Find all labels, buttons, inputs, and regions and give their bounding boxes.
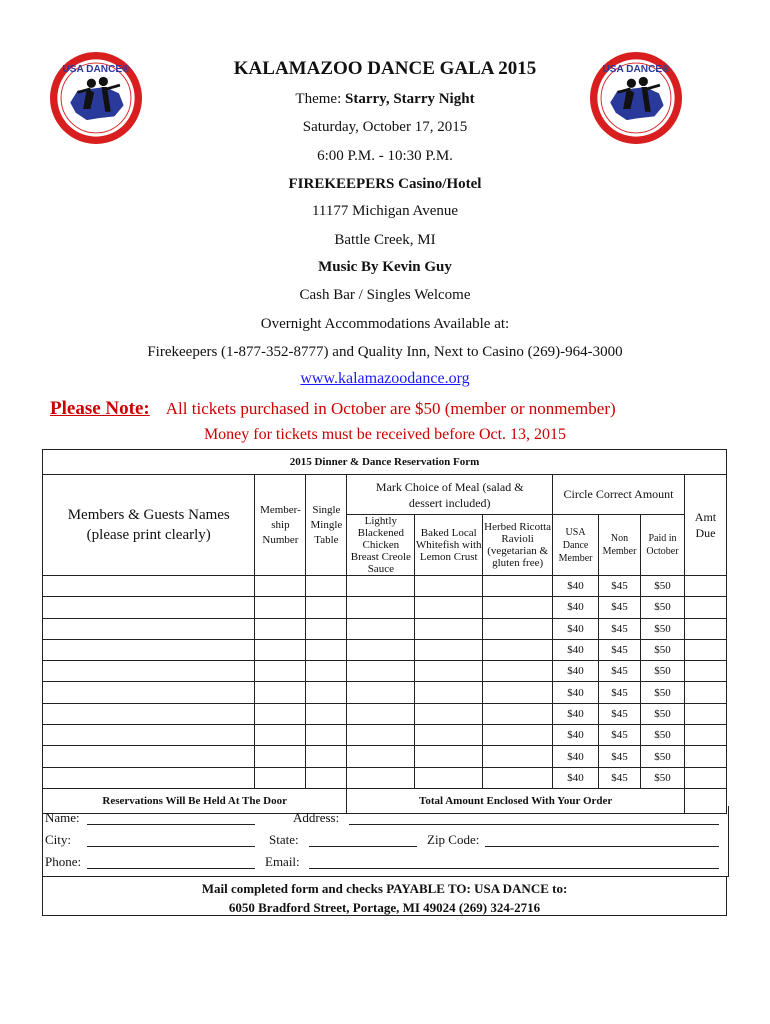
price-member[interactable]: $40 [553,767,599,788]
event-time: 6:00 P.M. - 10:30 P.M. [317,148,453,164]
price-member[interactable]: $40 [553,746,599,767]
reservation-row [43,767,727,788]
reservation-row [43,639,727,660]
guest-name-cell[interactable] [43,682,255,703]
meal-ravioli-header: Herbed Ricotta Ravioli (vegetarian & gluten free) [483,515,553,576]
single-mingle-cell[interactable] [306,725,347,746]
price-nonmember[interactable]: $45 [599,661,641,682]
single-mingle-cell[interactable] [306,746,347,767]
venue-name: FIREKEEPERS Casino/Hotel [288,176,482,192]
amount-due-cell[interactable] [684,639,726,660]
reservation-row [43,618,727,639]
guest-name-cell[interactable] [43,576,255,597]
meal-ravioli-cell[interactable] [483,618,553,639]
price-member[interactable]: $40 [553,639,599,660]
website-link[interactable]: www.kalamazoodance.org [300,370,470,387]
meal-ravioli-cell[interactable] [483,682,553,703]
notice-row [50,398,730,420]
please-note-label: Please Note: [50,398,150,419]
meal-whitefish-cell[interactable] [415,703,483,724]
meal-chicken-cell[interactable] [347,703,415,724]
address-label: Address: [293,810,340,825]
mail-line-1: Mail completed form and checks PAYABLE TO: USA DANCE to: [201,881,568,896]
held-at-door-note: Reservations Will Be Held At The Door [43,788,347,813]
price-member[interactable]: $40 [553,725,599,746]
meal-ravioli-cell[interactable] [483,639,553,660]
meal-whitefish-cell[interactable] [415,746,483,767]
guest-name-cell[interactable] [43,639,255,660]
state-field[interactable] [309,846,417,847]
event-date: Saturday, October 17, 2015 [302,119,468,135]
membership-number-cell[interactable] [255,618,306,639]
price-october[interactable]: $50 [641,661,685,682]
theme-value: Starry, Starry Night [345,91,475,107]
meal-ravioli-cell[interactable] [483,746,553,767]
reservation-row [43,682,727,703]
meal-ravioli-cell[interactable] [483,661,553,682]
guest-name-cell[interactable] [43,597,255,618]
meal-chicken-cell[interactable] [347,618,415,639]
reservation-row [43,597,727,618]
price-member[interactable]: $40 [553,576,599,597]
usa-member-col-header: USA Dance Member [553,515,599,576]
meal-whitefish-cell[interactable] [415,618,483,639]
hotels-line: Firekeepers (1-877-352-8777) and Quality Inn, Next to Casino (269)-964-3000 [147,344,623,360]
amount-due-cell[interactable] [684,746,726,767]
meal-chicken-header: Lightly Blackened Chicken Breast Creole Sauce [347,515,415,576]
single-mingle-cell[interactable] [306,597,347,618]
meal-chicken-cell[interactable] [347,597,415,618]
city-label: City: [45,832,72,847]
non-member-col-header: Non Member [599,515,641,576]
guest-name-cell[interactable] [43,703,255,724]
price-nonmember[interactable]: $45 [599,703,641,724]
mail-instructions [42,876,727,916]
meal-chicken-cell[interactable] [347,746,415,767]
theme-line [0,91,770,108]
phone-field[interactable] [87,868,255,869]
email-field[interactable] [309,868,719,869]
meal-choice-header: Mark Choice of Meal (salad & dessert included) [347,475,553,515]
zip-label: Zip Code: [427,832,480,847]
membership-number-cell[interactable] [255,661,306,682]
meal-ravioli-cell[interactable] [483,703,553,724]
price-october[interactable]: $50 [641,746,685,767]
event-title: KALAMAZOO DANCE GALA 2015 [233,58,537,79]
amt-due-header: Amt Due [684,475,726,576]
guest-name-cell[interactable] [43,767,255,788]
meal-ravioli-cell[interactable] [483,576,553,597]
paid-october-col-header: Paid in October [641,515,685,576]
membership-number-cell[interactable] [255,703,306,724]
membership-number-cell[interactable] [255,725,306,746]
single-mingle-cell[interactable] [306,682,347,703]
membership-number-cell[interactable] [255,639,306,660]
total-enclosed-label: Total Amount Enclosed With Your Order [347,788,685,813]
single-mingle-header: Single Mingle Table [306,475,347,576]
amount-due-cell[interactable] [684,576,726,597]
amount-due-cell[interactable] [684,703,726,724]
reservation-row [43,725,727,746]
membership-number-cell[interactable] [255,576,306,597]
meal-chicken-cell[interactable] [347,682,415,703]
price-october[interactable]: $50 [641,767,685,788]
reservation-form-table [42,449,727,814]
mail-line-2: 6050 Bradford Street, Portage, MI 49024 (269) 324-2716 [228,900,541,915]
meal-ravioli-cell[interactable] [483,767,553,788]
contact-section [42,806,729,877]
meal-whitefish-cell[interactable] [415,639,483,660]
amount-due-cell[interactable] [684,682,726,703]
guest-name-cell[interactable] [43,746,255,767]
meal-whitefish-cell[interactable] [415,682,483,703]
deadline-note: Money for tickets must be received before Oct. 13, 2015 [203,426,567,443]
meal-chicken-cell[interactable] [347,661,415,682]
zip-field[interactable] [485,846,719,847]
meal-ravioli-cell[interactable] [483,597,553,618]
price-october[interactable]: $50 [641,682,685,703]
meal-chicken-cell[interactable] [347,725,415,746]
meal-whitefish-cell[interactable] [415,661,483,682]
venue-city: Battle Creek, MI [334,232,436,248]
music-line: Music By Kevin Guy [318,259,452,275]
amount-due-cell[interactable] [684,767,726,788]
price-nonmember[interactable]: $45 [599,576,641,597]
theme-label: Theme: [295,91,345,107]
price-nonmember[interactable]: $45 [599,767,641,788]
guest-name-cell[interactable] [43,661,255,682]
price-nonmember[interactable]: $45 [599,725,641,746]
single-mingle-cell[interactable] [306,767,347,788]
meal-whitefish-cell[interactable] [415,767,483,788]
meal-chicken-cell[interactable] [347,767,415,788]
price-member[interactable]: $40 [553,661,599,682]
amount-due-cell[interactable] [684,725,726,746]
guest-name-cell[interactable] [43,618,255,639]
reservation-row [43,703,727,724]
single-mingle-cell[interactable] [306,703,347,724]
price-nonmember[interactable]: $45 [599,618,641,639]
membership-number-cell[interactable] [255,746,306,767]
meal-chicken-cell[interactable] [347,576,415,597]
price-october[interactable]: $50 [641,703,685,724]
meal-whitefish-header: Baked Local Whitefish with Lemon Crust [415,515,483,576]
price-nonmember[interactable]: $45 [599,682,641,703]
meal-whitefish-cell[interactable] [415,725,483,746]
amount-due-cell[interactable] [684,597,726,618]
single-mingle-cell[interactable] [306,661,347,682]
membership-number-cell[interactable] [255,682,306,703]
meal-whitefish-cell[interactable] [415,576,483,597]
amount-due-cell[interactable] [684,661,726,682]
phone-label: Phone: [45,854,82,869]
price-october[interactable]: $50 [641,725,685,746]
accommodations-line: Overnight Accommodations Available at: [260,316,510,332]
reservation-row [43,746,727,767]
membership-header: Member-ship Number [255,475,306,576]
price-october[interactable]: $50 [641,576,685,597]
city-field[interactable] [87,846,255,847]
single-mingle-cell[interactable] [306,576,347,597]
price-member[interactable]: $40 [553,703,599,724]
address-field[interactable] [349,824,719,825]
price-october[interactable]: $50 [641,618,685,639]
name-field[interactable] [87,824,255,825]
state-label: State: [269,832,299,847]
single-mingle-cell[interactable] [306,618,347,639]
venue-street: 11177 Michigan Avenue [311,203,459,219]
price-member[interactable]: $40 [553,682,599,703]
price-member[interactable]: $40 [553,597,599,618]
membership-number-cell[interactable] [255,767,306,788]
price-nonmember[interactable]: $45 [599,639,641,660]
price-nonmember[interactable]: $45 [599,746,641,767]
names-header: Members & Guests Names (please print clearly) [43,475,255,576]
meal-ravioli-cell[interactable] [483,725,553,746]
amount-due-cell[interactable] [684,618,726,639]
membership-number-cell[interactable] [255,597,306,618]
guest-name-cell[interactable] [43,725,255,746]
price-october[interactable]: $50 [641,597,685,618]
email-label: Email: [265,854,300,869]
meal-whitefish-cell[interactable] [415,597,483,618]
form-title: 2015 Dinner & Dance Reservation Form [43,450,727,475]
cash-bar-line: Cash Bar / Singles Welcome [299,287,471,303]
name-label: Name: [45,810,80,825]
price-nonmember[interactable]: $45 [599,597,641,618]
single-mingle-cell[interactable] [306,639,347,660]
notice-text: All tickets purchased in October are $50 (member or nonmember) [165,399,616,418]
logo-text: USA DANCE® [602,64,670,76]
price-october[interactable]: $50 [641,639,685,660]
reservation-row [43,661,727,682]
reservation-row [43,576,727,597]
price-member[interactable]: $40 [553,618,599,639]
circle-amount-header: Circle Correct Amount [553,475,685,515]
logo-text: USA DANCE® [62,64,130,76]
meal-chicken-cell[interactable] [347,639,415,660]
